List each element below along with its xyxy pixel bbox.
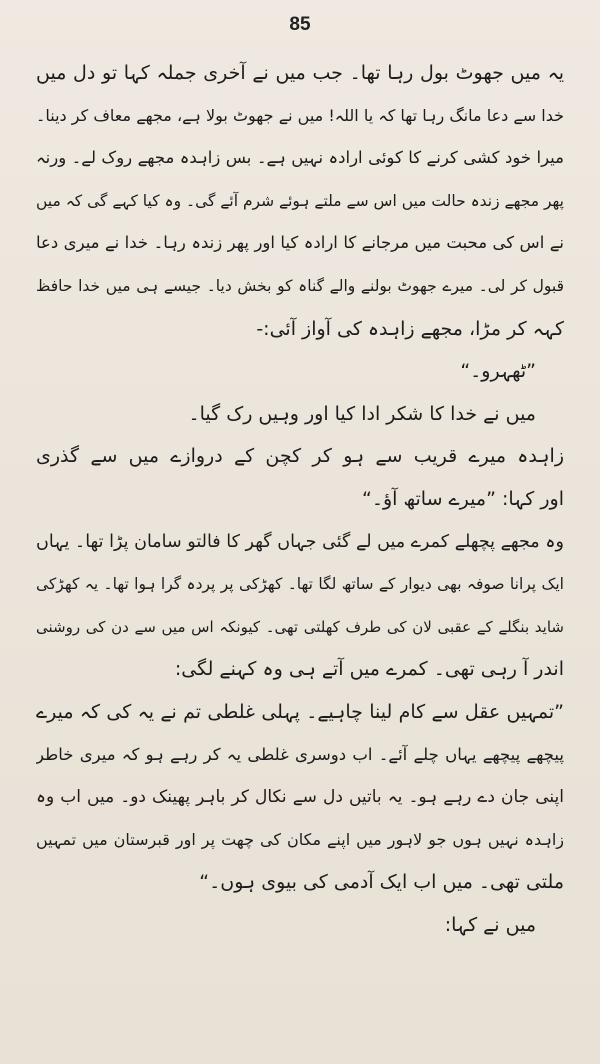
text-line-2: خدا سے دعا مانگ رہا تھا کہ یا اللہ! میں نے جھوٹ بولا ہے، مجھے معاف کر دینا۔	[36, 105, 564, 125]
text-line-10: زاہدہ میرے قریب سے ہو کر کچن کے دروازے میں سے گذری	[36, 445, 564, 468]
text-line-3: میرا خود کشی کرنے کا کوئی ارادہ نہیں ہے۔ بس زاہدہ مجھے روک لے۔ ورنہ	[36, 148, 564, 168]
text-line-20: ملتی تھی۔ میں اب ایک آدمی کی بیوی ہوں۔“	[199, 871, 564, 894]
text-line-13: ایک پرانا صوفہ بھی دیوار کے ساتھ لگا تھا۔ کھڑکی پر پردہ گرا ہوا تھا۔ یہ کھڑکی	[36, 575, 564, 594]
text-line-16: ”تمہیں عقل سے کام لینا چاہیے۔ پہلی غلطی تم نے یہ کی کہ میرے	[36, 700, 564, 723]
text-line-18: اپنی جان دے رہے ہو۔ یہ باتیں دل سے نکال کر باہر پھینک دو۔ میں اب وہ	[36, 787, 564, 808]
text-line-6: قبول کر لی۔ میرے جھوٹ بولنے والے گناہ کو بخش دیا۔ جیسے ہی میں خدا حافظ	[36, 276, 564, 295]
text-line-5: نے اس کی محبت میں مرجانے کا ارادہ کیا اور پھر زندہ رہا۔ خدا نے میری دعا	[36, 233, 564, 253]
text-line-19: زاہدہ نہیں ہوں جو لاہور میں اپنے مکان کی چھت پر اور قبرستان میں تمہیں	[36, 829, 564, 849]
text-line-15: اندر آ رہی تھی۔ کمرے میں آتے ہی وہ کہنے لگی:	[174, 658, 564, 681]
text-line-11: اور کہا: ”میرے ساتھ آؤ۔“	[362, 487, 564, 510]
text-line-8: ”ٹھہرو۔“	[460, 360, 536, 383]
text-line-4: پھر مجھے زندہ حالت میں اس سے ملتے ہوئے شرم آئے گی۔ وہ کیا کہے گی کہ میں	[36, 191, 564, 210]
body-text	[36, 52, 564, 946]
text-line-1: یہ میں جھوٹ بول رہا تھا۔ جب میں نے آخری جملہ کہا تو دل میں	[36, 62, 564, 84]
text-line-7: کہہ کر مڑا، مجھے زاہدہ کی آواز آئی:-	[256, 317, 564, 340]
text-line-17: پیچھے پیچھے یہاں چلے آئے۔ اب دوسری غلطی یہ کر رہے ہو کہ میری خاطر	[36, 744, 564, 764]
text-line-14: شاید بنگلے کے عقبی لان کی طرف کھلتی تھی۔ کیونکہ اس میں سے دن کی روشنی	[36, 617, 564, 636]
text-line-12: وہ مجھے پچھلے کمرے میں لے گئی جہاں گھر کا فالتو سامان پڑا تھا۔ یہاں	[36, 531, 564, 552]
text-line-9: میں نے خدا کا شکر ادا کیا اور وہیں رک گیا۔	[188, 402, 536, 425]
page-number: 85	[289, 14, 311, 35]
text-line-21: میں نے کہا:	[444, 913, 536, 936]
